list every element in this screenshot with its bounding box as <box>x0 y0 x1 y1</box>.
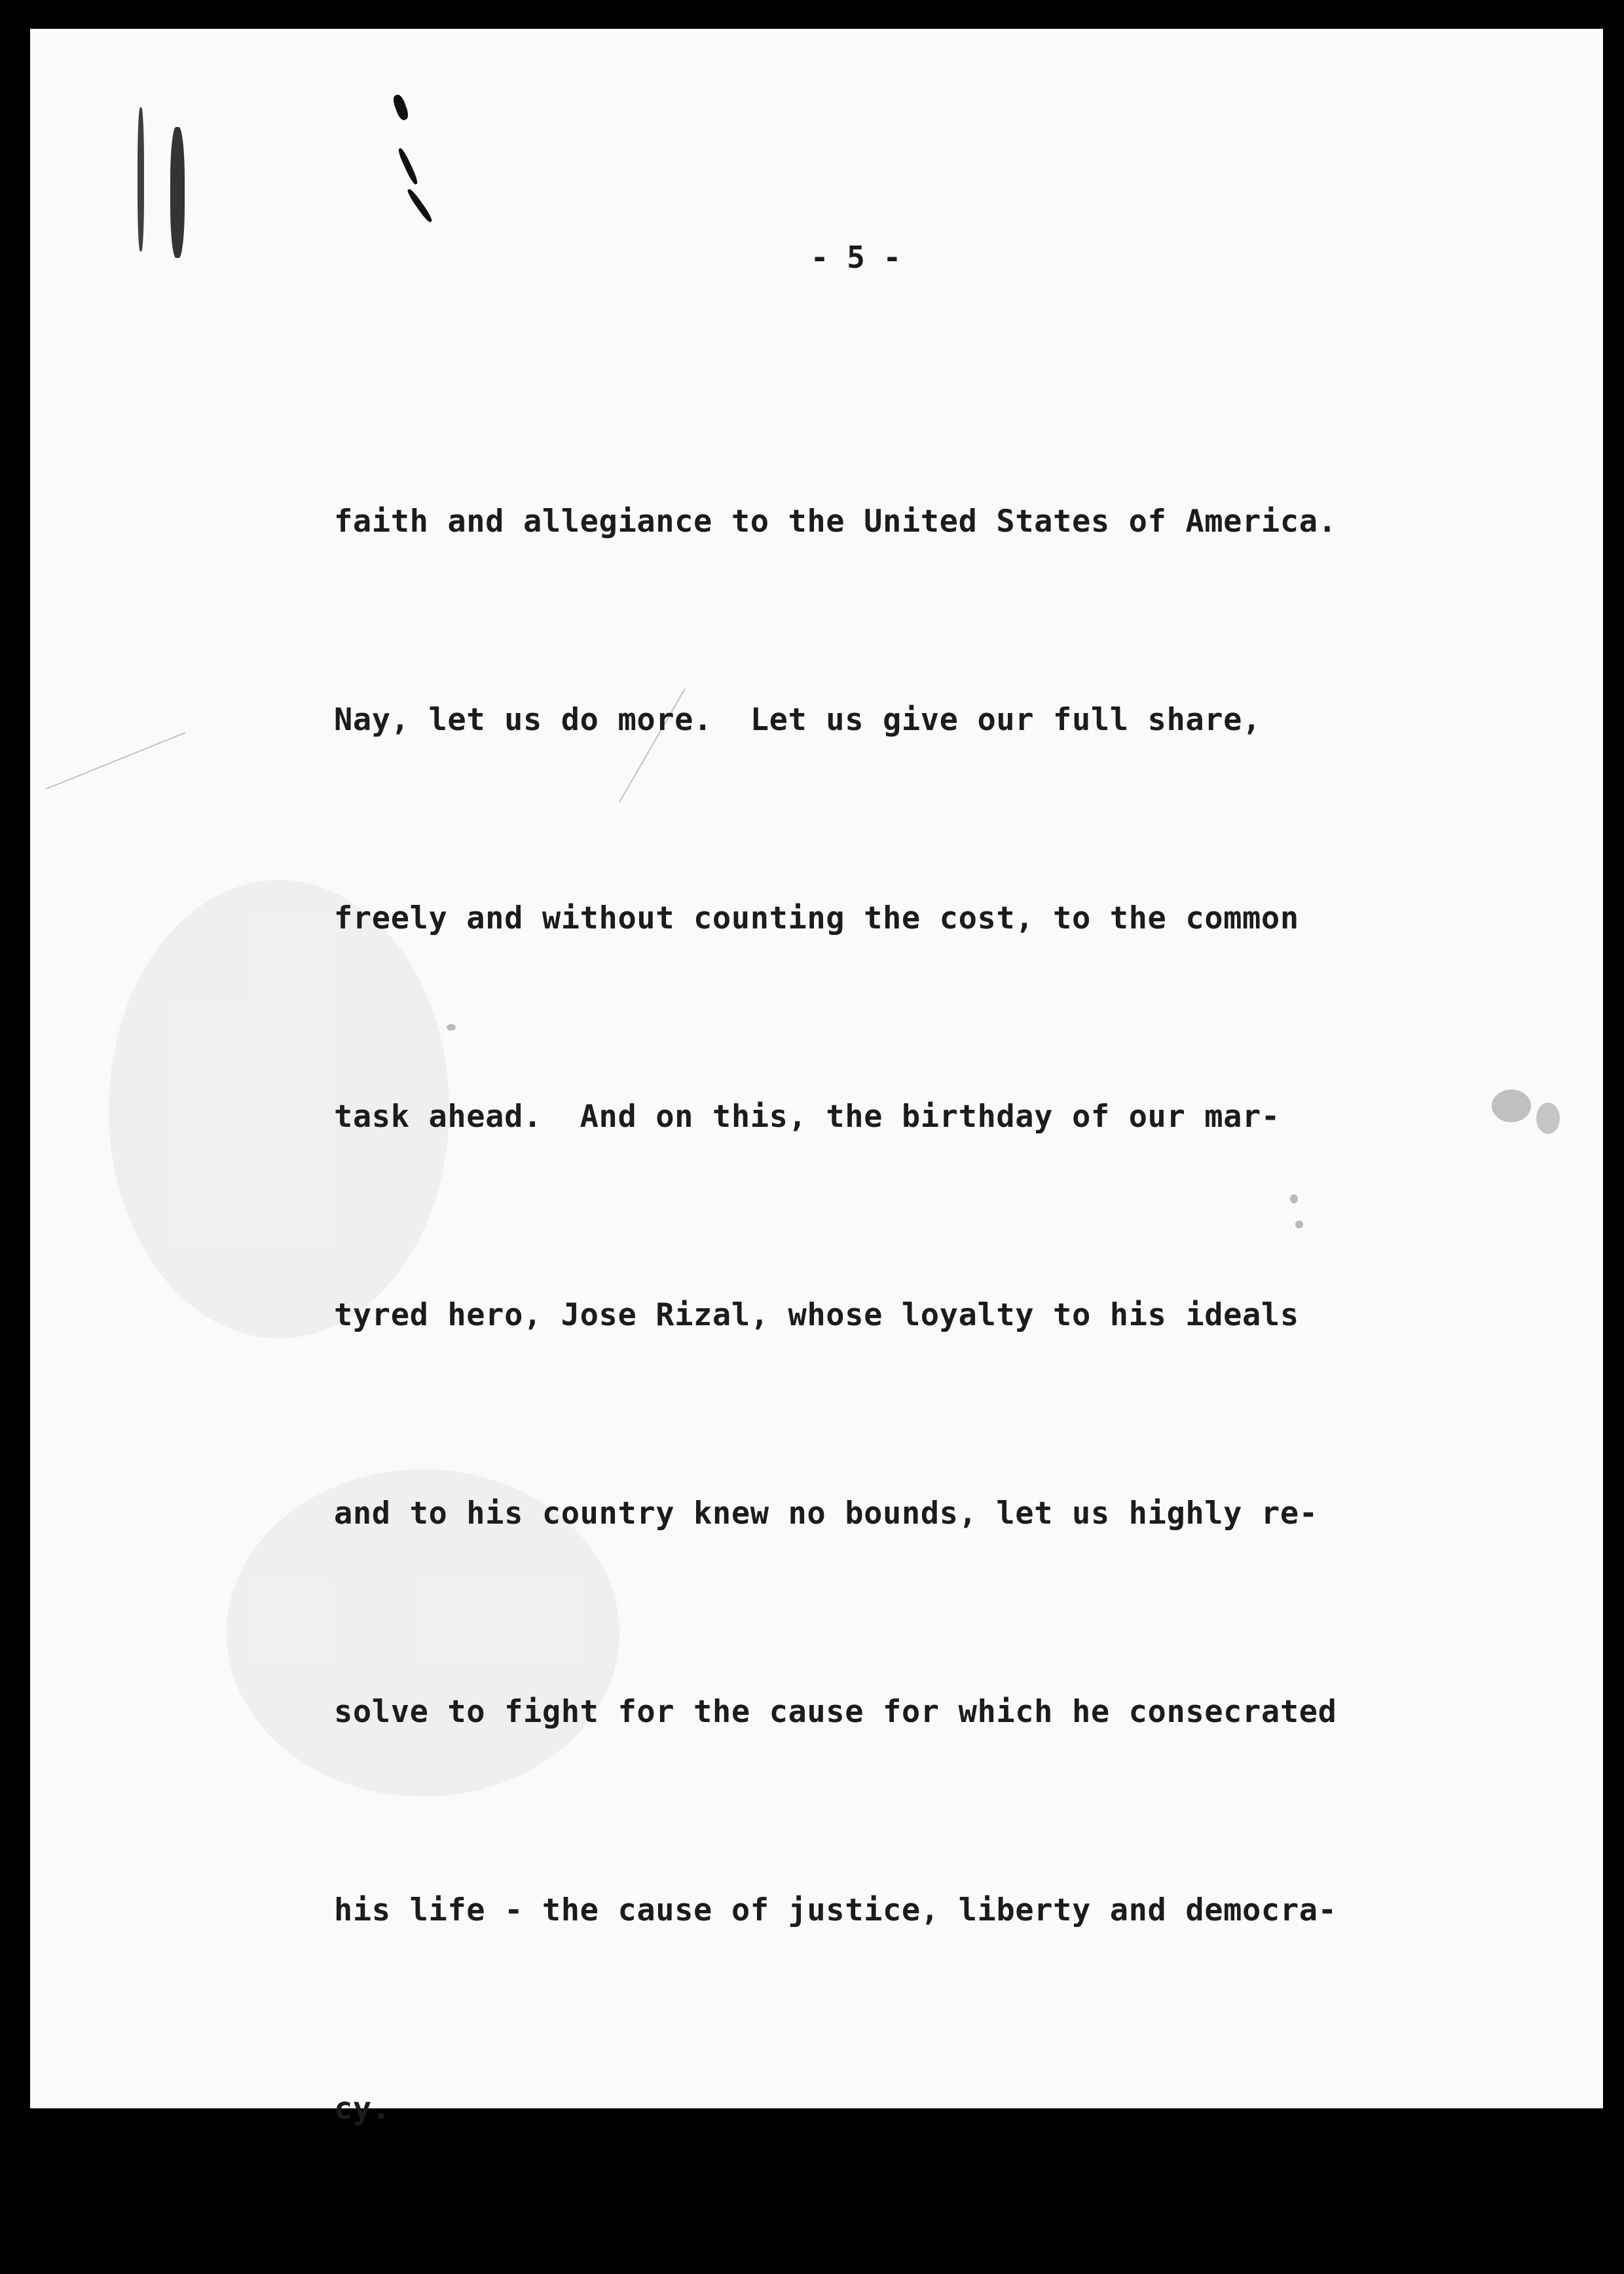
page-number: - 5 - <box>810 240 902 275</box>
body-paragraph <box>334 356 1447 2274</box>
ink-smudge <box>392 93 411 121</box>
ink-smudge <box>138 107 144 251</box>
text-line: task ahead. And on this, the birthday of our mar- <box>334 1099 1280 1135</box>
text-line: faith and allegiance to the United States of America. <box>334 504 1337 540</box>
ink-smudge <box>1536 1103 1560 1134</box>
text-line: cy. <box>334 2091 391 2127</box>
text-line: and to his country knew no bounds, let us highly re- <box>334 1495 1318 1531</box>
ink-smudge <box>406 188 434 224</box>
ink-smudge <box>397 147 419 186</box>
text-line: tyred hero, Jose Rizal, whose loyalty to his ideals <box>334 1297 1299 1333</box>
paper-scratch <box>46 732 186 790</box>
text-line: Nay, let us do more. Let us give our full share, <box>334 702 1261 738</box>
document-page <box>30 29 1603 2127</box>
ink-smudge <box>170 127 185 258</box>
text-line: freely and without counting the cost, to the common <box>334 900 1299 936</box>
text-line: solve to fight for the cause for which he consecrated <box>334 1694 1337 1730</box>
text-line: his life - the cause of justice, liberty and democra- <box>334 1892 1337 1928</box>
ink-smudge <box>1492 1090 1531 1122</box>
